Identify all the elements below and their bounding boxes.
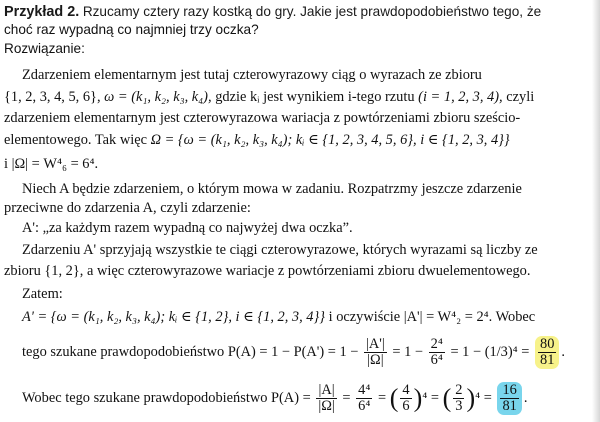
page-edge-shadow <box>592 0 600 422</box>
p5-frac2-den: 6⁴ <box>358 398 371 415</box>
p5-frac3-den: 6 <box>402 398 410 415</box>
p4-dot: . <box>561 344 566 360</box>
p5-pow2: ⁴ = <box>475 390 492 406</box>
p1-czyli: czyli <box>506 89 535 105</box>
p5-fraction-base2 <box>453 383 464 414</box>
p1-line3: zdarzeniem elementarnym jest czterowyrazowa wariacja z powtórzeniami zbioru sześcio- <box>4 110 521 126</box>
p4-fraction-powers <box>429 337 445 368</box>
p5-result-num: 16 <box>502 382 517 399</box>
p1-line1: Zdarzeniem elementarnym jest tutaj czterowyrazowy ciąg o wyrazach ze zbioru <box>22 67 482 83</box>
p1-set: {1, 2, 3, 4, 5, 6}, <box>4 89 101 105</box>
p1-sample-space: Ω = {ω = (k₁, k₂, k₃, k₄); kᵢ ∈ {1, 2, 3, 4, 5, 6}, i ∈ {1, 2, 3, 4}} <box>150 132 510 148</box>
p1-line4 <box>4 131 600 149</box>
p1-cardinality: i |Ω| = W⁴₆ = 6⁴. <box>4 156 99 172</box>
p5-lead: Wobec tego szukane prawdopodobieństwo P(A) = <box>22 390 311 406</box>
p5-frac3-num: 4 <box>402 382 410 399</box>
p5-rparen-2: ) <box>466 383 476 413</box>
p2-line3: A': „za każdym razem wypadną co najwyżej dwa oczka”. <box>22 220 353 236</box>
p3-line1: Zdarzeniu A' sprzyjają wszystkie te ciągi czterowyrazowe, których wyrazami są liczby ze <box>22 242 538 258</box>
p4-mid1: = 1 − <box>392 344 424 360</box>
p5-result-den: 81 <box>502 398 517 415</box>
p5-frac1-num: |A| <box>316 383 336 399</box>
problem-statement-cont: choć raz wypadną co najmniej trzy oczka? <box>4 22 259 37</box>
p5-eq2: = <box>377 390 387 406</box>
p1-omega: ω = (k₁, k₂, k₃, k₄), <box>104 89 212 105</box>
problem-statement: Rzucamy cztery razy kostką do gry. Jakie jest prawdopodobieństwo tego, że <box>82 4 542 19</box>
p5-dot: . <box>523 390 528 406</box>
example-label: Przykład 2. <box>4 4 80 20</box>
p5-lparen-2: ( <box>442 383 452 413</box>
p5-eq1: = <box>342 390 351 406</box>
p1-line2 <box>4 88 600 106</box>
p2-line1: Niech A będzie zdarzeniem, o którym mowa w zadaniu. Rozpatrzmy jeszcze zdarzenie <box>22 181 522 197</box>
p4-set-line <box>22 308 600 326</box>
p5-rparen-1: ) <box>413 383 423 413</box>
p4-set-definition: A' = {ω = (k₁, k₂, k₃, k₄); kᵢ ∈ {1, 2}, i ∈ {1, 2, 3, 4}} <box>22 309 325 325</box>
p4-mid2: = 1 − <box>450 344 482 360</box>
p5-frac4-den: 3 <box>455 398 463 415</box>
p5-result-highlight <box>497 382 521 415</box>
p3-line2: zbioru {1, 2}, a więc czterowyrazowe wariacje z powtórzeniami zbioru dwuelementowego. <box>4 263 531 279</box>
p5-frac2-num: 4⁴ <box>358 382 371 399</box>
p5-fraction-base1 <box>400 383 411 414</box>
p5-pow1: ⁴ = <box>422 390 439 406</box>
solution-heading: Rozwiązanie: <box>4 41 85 56</box>
p4-frac2-den: 6⁴ <box>430 352 443 369</box>
p1-index-range: (i = 1, 2, 3, 4), <box>418 89 503 105</box>
p1-where: gdzie kᵢ jest wynikiem i-tego rzutu <box>215 89 415 105</box>
p4-result-highlight <box>535 336 559 369</box>
p5-frac1-den: |Ω| <box>318 398 335 415</box>
p4-frac1-num: |A'| <box>366 336 385 353</box>
p4-set-cardinality: i oczywiście |A'| = W⁴₂ = 2⁴. Wobec <box>328 309 536 325</box>
p2-line2: przeciwne do zdarzenia A, czyli zdarzenie: <box>4 200 251 216</box>
p4-paren-power: (1/3)⁴ = <box>484 344 530 360</box>
p4-fraction-complement <box>364 337 387 368</box>
p5-frac4-num: 2 <box>455 382 463 399</box>
problem-title-line <box>4 3 600 21</box>
p5-probability-line <box>22 376 600 420</box>
p1-tak-wiec: elementowego. Tak więc <box>4 132 147 148</box>
p4-frac2-num: 2⁴ <box>430 336 443 353</box>
p4-result-num: 80 <box>540 336 555 353</box>
p4-zatem: Zatem: <box>22 286 63 302</box>
p4-probability-line <box>22 330 600 374</box>
p5-fraction-cardinality <box>316 383 336 414</box>
p5-fraction-powers <box>356 383 372 414</box>
p4-frac1-den: |Ω| <box>367 352 384 369</box>
p5-lparen-1: ( <box>389 383 399 413</box>
p4-prob-lead: tego szukane prawdopodobieństwo P(A) = 1 − P(A') = 1 − <box>22 344 359 360</box>
p4-result-den: 81 <box>540 352 555 369</box>
